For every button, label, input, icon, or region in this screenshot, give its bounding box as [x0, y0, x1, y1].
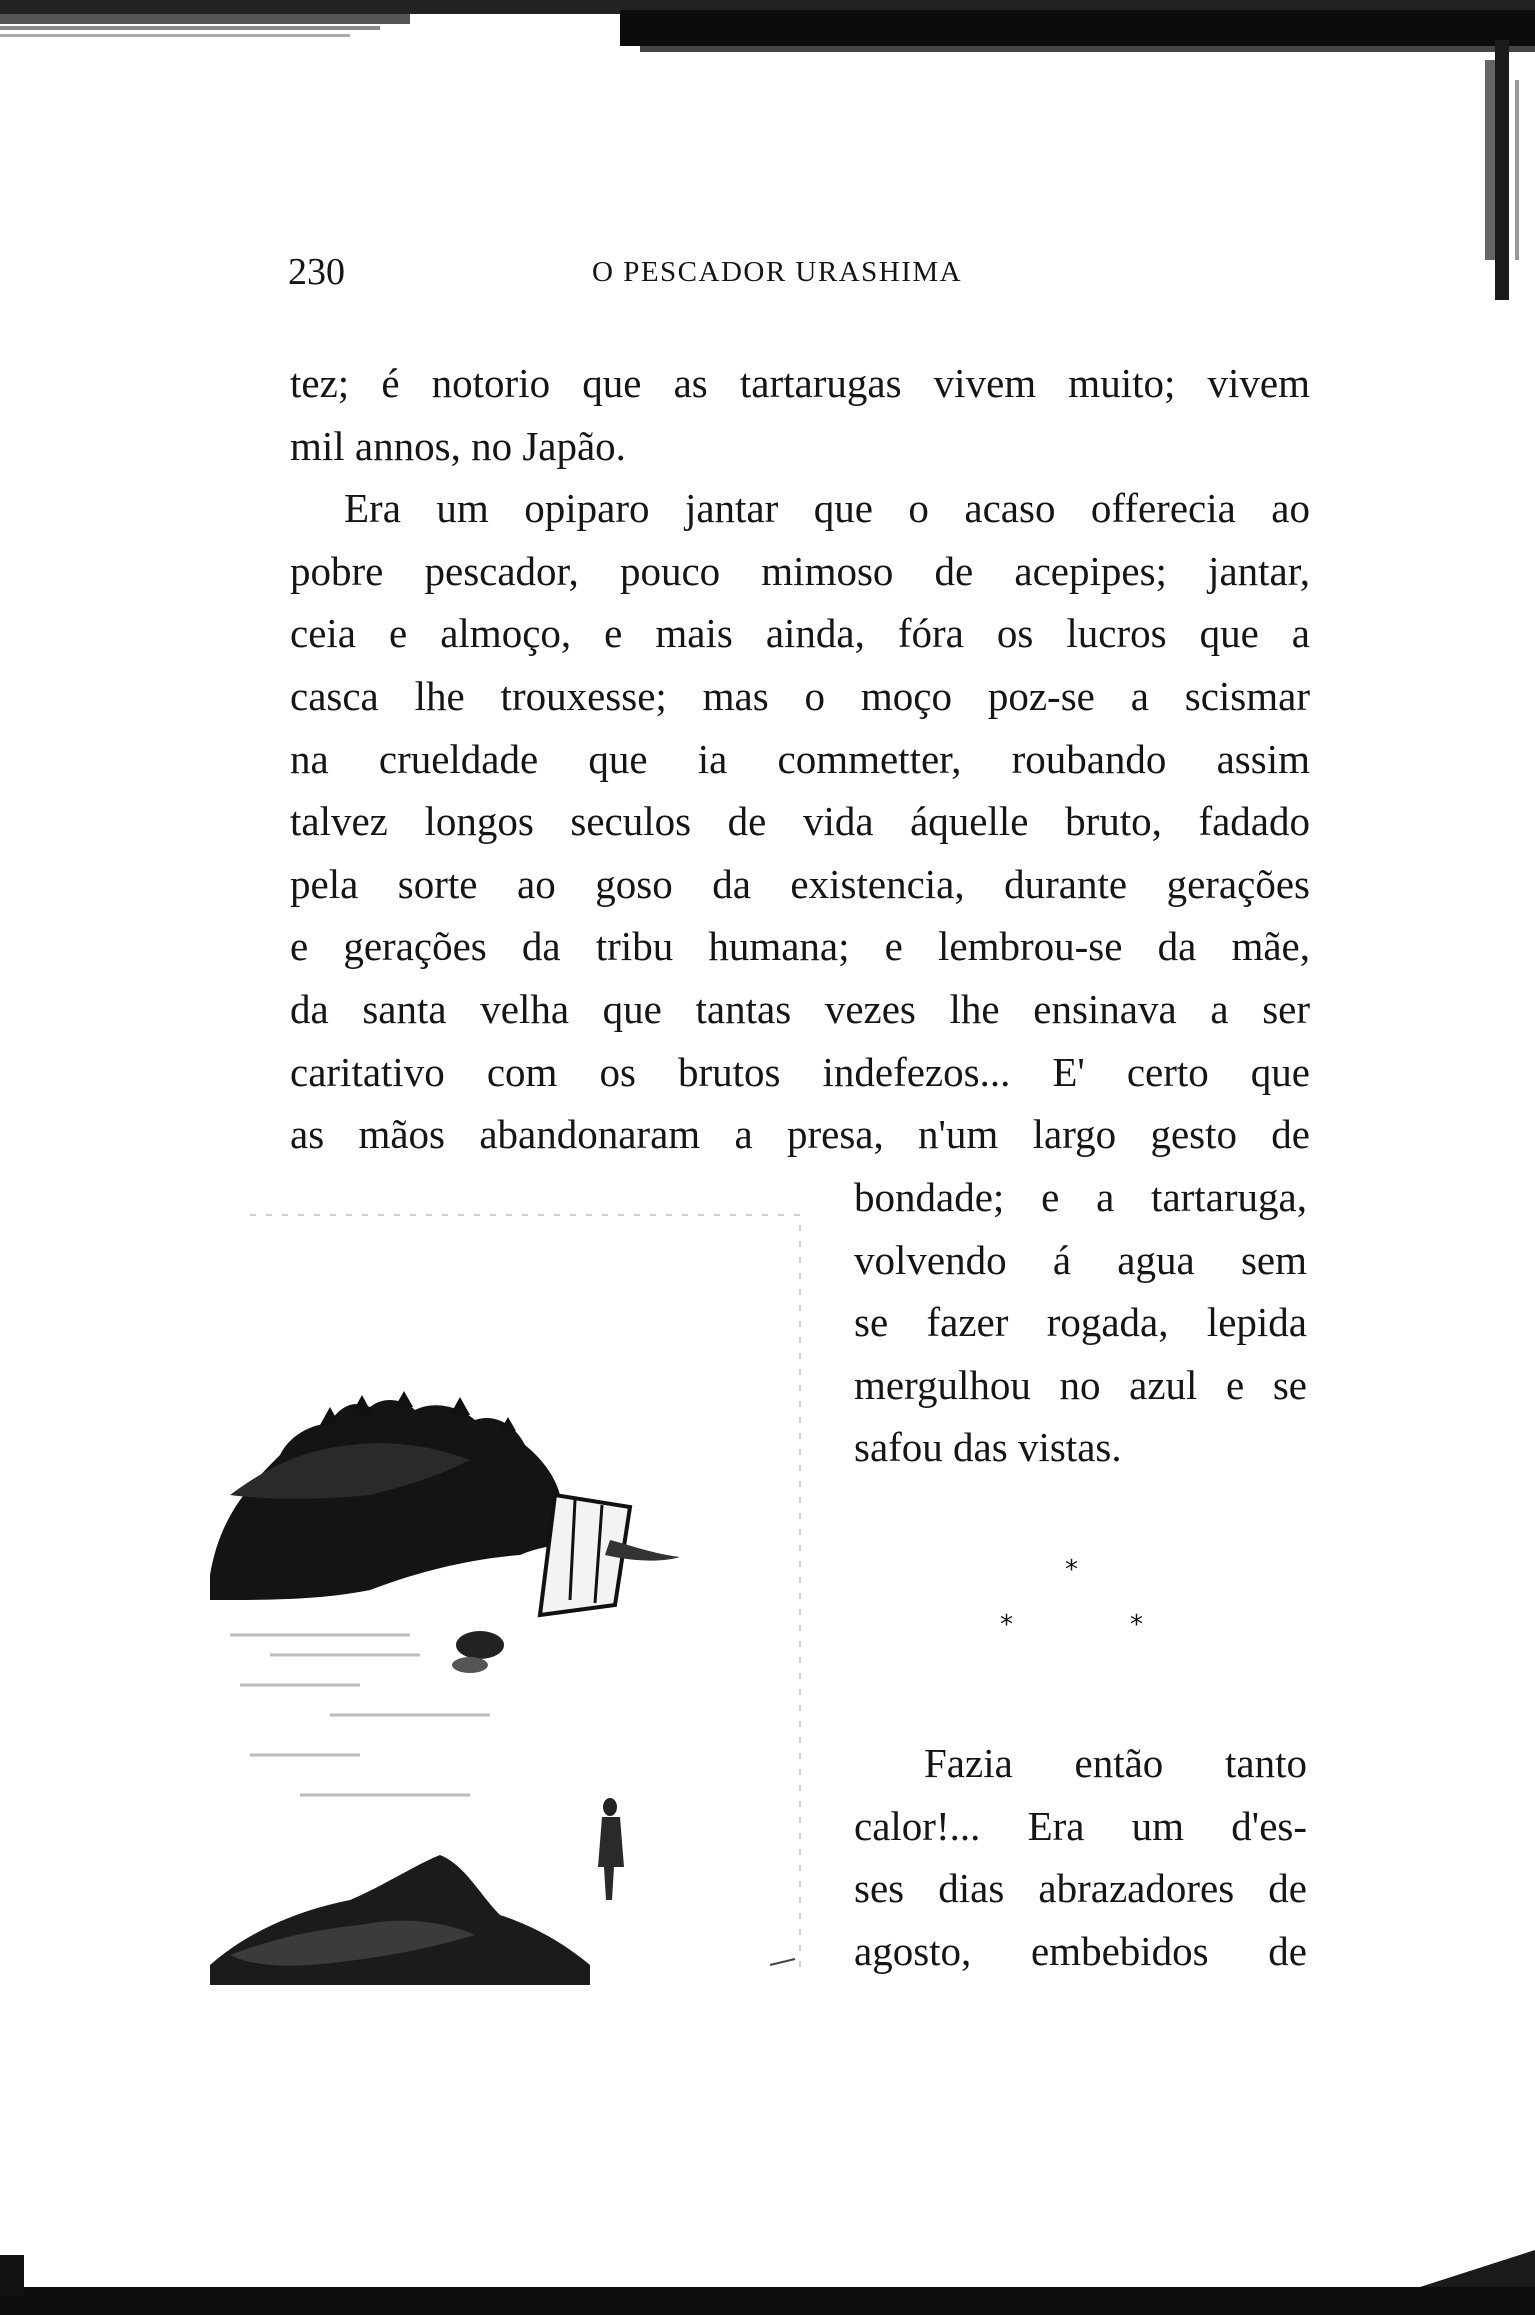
- column-line: se fazer rogada, lepida: [854, 1299, 1307, 1346]
- text-line: talvez longos seculos de vida áquelle bruto, fadado: [290, 798, 1310, 845]
- column-line: mergulhou no azul e se: [854, 1361, 1307, 1408]
- illustration-coast-and-sail: [210, 1195, 830, 1995]
- column-line: ses dias abrazadores de: [854, 1865, 1307, 1912]
- text-line: da santa velha que tantas vezes lhe ensinava a ser: [290, 985, 1310, 1032]
- text-line: na crueldade que ia commetter, roubando assim: [290, 735, 1310, 782]
- section-separator: [990, 1555, 1190, 1675]
- paragraph-start-line: Era um opiparo jantar que o acaso offerecia ao: [344, 485, 1310, 532]
- text-line: as mãos abandonaram a presa, n'um largo gesto de: [290, 1111, 1310, 1158]
- text-line: caritativo com os brutos indefezos... E' certo que: [290, 1048, 1310, 1095]
- column-line: volvendo á agua sem: [854, 1236, 1307, 1283]
- asterisk-icon: *: [1130, 1610, 1143, 1640]
- column-line: bondade; e a tartaruga,: [854, 1174, 1307, 1220]
- column-text: [854, 1166, 1307, 1479]
- asterisk-icon: *: [1000, 1610, 1013, 1640]
- text-line: casca lhe trouxesse; mas o moço poz-se a scismar: [290, 672, 1310, 719]
- scan-edge-right: [1445, 40, 1535, 300]
- asterisk-icon: *: [1065, 1555, 1078, 1585]
- page-number: 230: [288, 251, 345, 293]
- scan-edge-bottom: [0, 2245, 1535, 2315]
- body-text: [290, 352, 1310, 1166]
- column-line: safou das vistas.: [854, 1424, 1122, 1471]
- page-header: [288, 250, 1308, 293]
- text-line: mil annos, no Japão.: [290, 422, 626, 469]
- scan-edge-top: [0, 0, 1535, 70]
- column-line: agosto, embebidos de: [854, 1927, 1307, 1974]
- running-title: O PESCADOR URASHIMA: [592, 256, 963, 288]
- text-line: ceia e almoço, e mais ainda, fóra os lucros que a: [290, 610, 1310, 657]
- column-line: calor!... Era um d'es-: [854, 1802, 1307, 1849]
- continuation-text: [854, 1732, 1307, 1982]
- text-line: pela sorte ao goso da existencia, durante gerações: [290, 860, 1310, 907]
- paragraph-start-line: Fazia então tanto: [924, 1740, 1307, 1786]
- text-line: tez; é notorio que as tartarugas vivem muito; vivem: [290, 360, 1310, 406]
- text-line: e gerações da tribu humana; e lembrou-se da mãe,: [290, 923, 1310, 970]
- text-line: pobre pescador, pouco mimoso de acepipes; jantar,: [290, 547, 1310, 594]
